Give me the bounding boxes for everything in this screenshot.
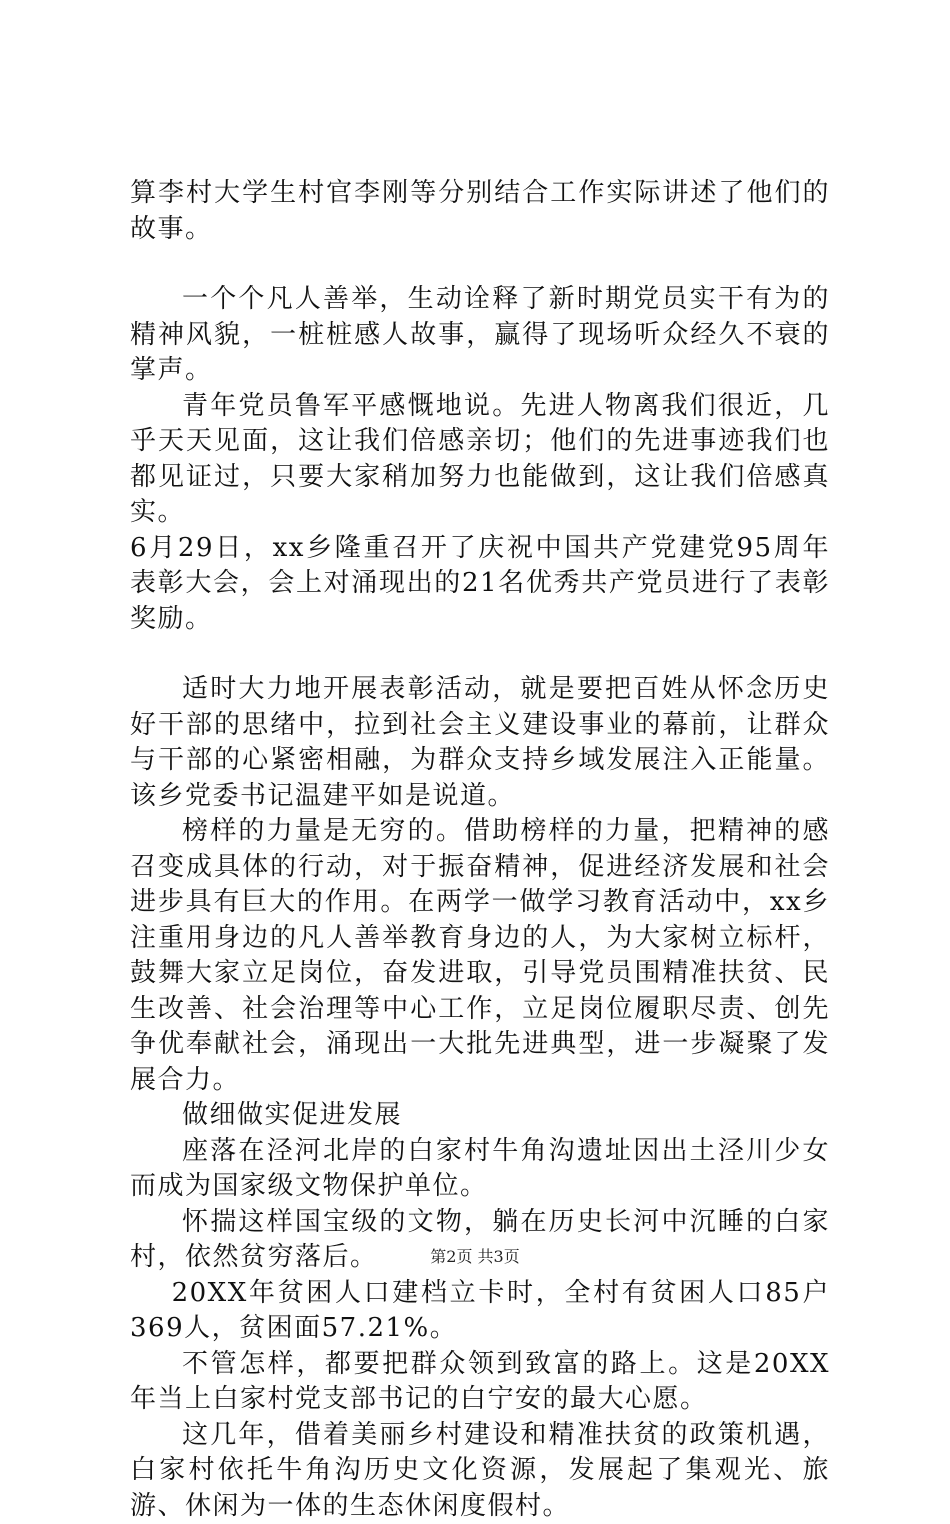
body-text: [130, 176, 830, 1524]
paragraph-6: 榜样的力量是无穷的。借助榜样的力量，把精神的感召变成具体的行动，对于振奋精神，促进经济发展和社会进步具有巨大的作用。在两学一做学习教育活动中，xx乡注重用身边的凡人善举教育身边的人，为大家树立标杆，鼓舞大家立足岗位，奋发进取，引导党员围精准扶贫、民生改善、社会治理等中心工作，立足岗位履职尽责、创先争优奉献社会，涌现出一大批先进典型，进一步凝聚了发展合力。: [130, 814, 830, 1098]
paragraph-7: 座落在泾河北岸的白家村牛角沟遗址因出土泾川少女而成为国家级文物保护单位。: [130, 1134, 830, 1205]
paragraph-9: 20XX年贫困人口建档立卡时，全村有贫困人口85户369人，贫困面57.21%。: [130, 1276, 830, 1347]
paragraph-4: 6月29日，xx乡隆重召开了庆祝中国共产党建党95周年表彰大会，会上对涌现出的21名优秀共产党员进行了表彰奖励。: [130, 531, 830, 638]
paragraph-3: 青年党员鲁军平感慨地说。先进人物离我们很近，几乎天天见面，这让我们倍感亲切；他们的先进事迹我们也都见证过，只要大家稍加努力也能做到，这让我们倍感真实。: [130, 389, 830, 531]
paragraph-2: 一个个凡人善举，生动诠释了新时期党员实干有为的精神风貌，一桩桩感人故事，赢得了现场听众经久不衰的掌声。: [130, 282, 830, 389]
paragraph-8: 怀揣这样国宝级的文物，躺在历史长河中沉睡的白家村，依然贫穷落后。: [130, 1205, 830, 1276]
paragraph-11: 这几年，借着美丽乡村建设和精准扶贫的政策机遇，白家村依托牛角沟历史文化资源，发展起了集观光、旅游、休闲为一体的生态休闲度假村。: [130, 1418, 830, 1524]
section-heading: 做细做实促进发展: [130, 1098, 830, 1134]
paragraph-5: 适时大力地开展表彰活动，就是要把百姓从怀念历史好干部的思绪中，拉到社会主义建设事业的幕前，让群众与干部的心紧密相融，为群众支持乡域发展注入正能量。该乡党委书记温建平如是说道。: [130, 672, 830, 814]
paragraph-10: 不管怎样，都要把群众领到致富的路上。这是20XX年当上白家村党支部书记的白宁安的最大心愿。: [130, 1347, 830, 1418]
paragraph-1: 算李村大学生村官李刚等分别结合工作实际讲述了他们的故事。: [130, 176, 830, 247]
page-number-footer: 第2页 共3页: [0, 1244, 950, 1267]
